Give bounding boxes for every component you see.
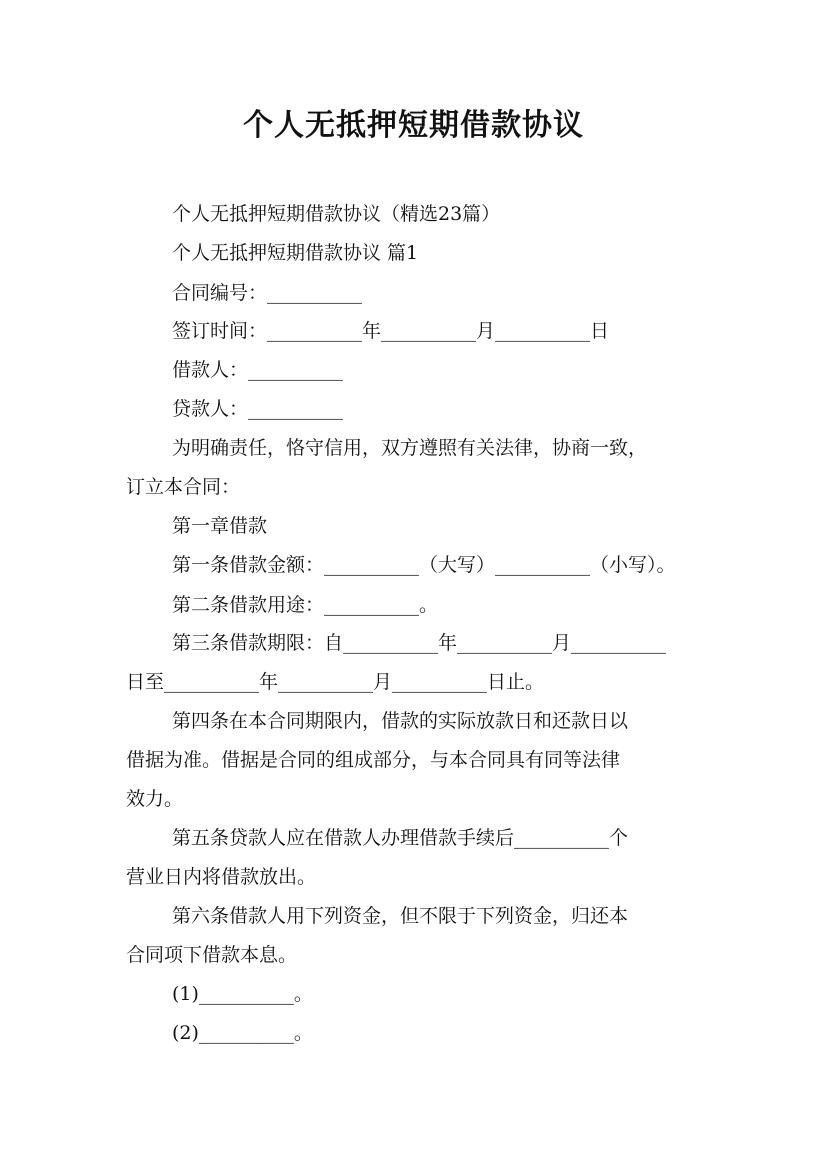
- preamble-line: 为明确责任，恪守信用，双方遵照有关法律，协商一致，: [172, 437, 648, 459]
- clause-line: 第五条贷款人应在借款人办理借款手续后__________个: [172, 827, 629, 849]
- signing-date-line: 签订时间：__________年__________月__________日: [172, 320, 610, 342]
- clause-line: 第三条借款期限：自__________年__________月__________: [172, 632, 667, 654]
- clause-line: 借据为准。借据是合同的组成部分，与本合同具有同等法律: [126, 749, 621, 771]
- document-title: 个人无抵押短期借款协议: [243, 108, 584, 143]
- list-item: (1)__________。: [172, 983, 313, 1005]
- chapter-heading: 第一章借款: [172, 515, 268, 537]
- preamble-line: 订立本合同：: [126, 476, 241, 498]
- clause-line: 日至__________年__________月__________日止。: [126, 671, 545, 693]
- subtitle-line: 个人无抵押短期借款协议（精选23篇）: [172, 203, 501, 225]
- clause-line: 第四条在本合同期限内，借款的实际放款日和还款日以: [172, 710, 629, 732]
- clause-line: 合同项下借款本息。: [126, 944, 298, 966]
- contract-number-line: 合同编号：__________: [172, 282, 363, 304]
- clause-line: 第一条借款金额：__________（大写）__________（小写）。: [172, 554, 676, 576]
- clause-line: 第二条借款用途：__________。: [172, 594, 439, 616]
- lender-line: 贷款人：__________: [172, 398, 344, 420]
- borrower-line: 借款人：__________: [172, 359, 344, 381]
- clause-line: 效力。: [126, 788, 184, 810]
- clause-line: 第六条借款人用下列资金，但不限于下列资金，归还本: [172, 905, 629, 927]
- section-heading: 个人无抵押短期借款协议 篇1: [172, 242, 419, 264]
- clause-line: 营业日内将借款放出。: [126, 866, 317, 888]
- list-item: (2)__________。: [172, 1022, 313, 1044]
